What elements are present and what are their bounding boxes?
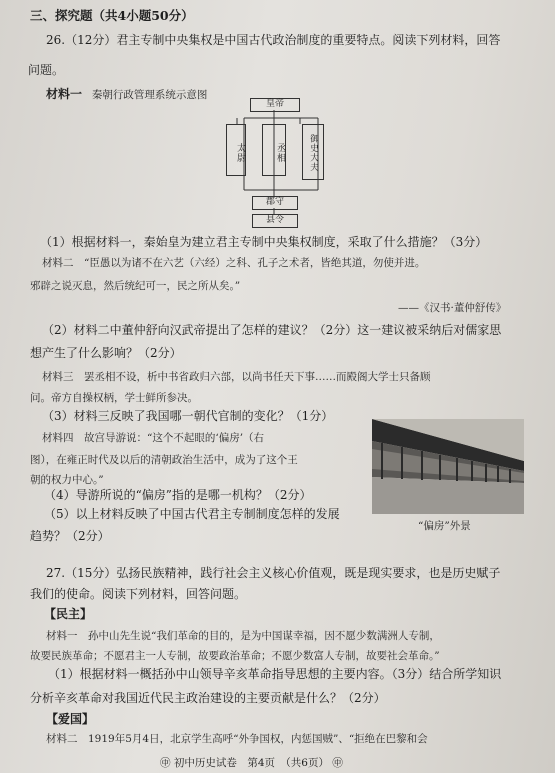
q27-prompt-line1: 27.（15分）弘扬民族精神，践行社会主义核心价值观，既是现实要求，也是历史赋子 bbox=[46, 566, 501, 580]
q26-prompt-line1: 26.（12分）君主专制中央集权是中国古代政治制度的重要特点。阅读下列材料，回答 bbox=[46, 33, 501, 47]
material2-source: ——《汉书·董仲舒传》 bbox=[398, 302, 507, 314]
diagram-yushi-label: 御史大夫 bbox=[308, 134, 319, 172]
page-footer bbox=[160, 755, 343, 771]
footer-left-mark-icon: ㊥ bbox=[160, 757, 171, 769]
q26-sub4: （4）导游所说的“偏房”指的是哪一机构？（2分） bbox=[44, 488, 312, 502]
q26-sub2-line1: （2）材料二中董仲舒向汉武帝提出了怎样的建议？（2分）这一建议被采纳后对儒家思 bbox=[42, 323, 502, 337]
q26-sub5-line2: 趋势？（2分） bbox=[30, 529, 110, 543]
q27-sub1-line2: 分析辛亥革命对我国近代民主政治建设的主要贡献是什么？（2分） bbox=[30, 691, 386, 705]
q26-sub3: （3）材料三反映了我国哪一朝代官制的变化？（1分） bbox=[42, 409, 334, 423]
diagram-xianling-box: 县令 bbox=[252, 214, 298, 228]
photo-caption: “偏房”外景 bbox=[418, 520, 471, 532]
material1-label: 材料一 bbox=[46, 87, 83, 101]
diagram-taiwei-box: 太尉 bbox=[226, 124, 246, 176]
q26-prompt-line2: 问题。 bbox=[28, 63, 65, 77]
diagram-yushi-box bbox=[302, 124, 324, 180]
side-hall-photo bbox=[372, 419, 524, 514]
section-note: （共4小题50分） bbox=[92, 8, 194, 23]
diagram-chengxiang-box: 丞相 bbox=[262, 124, 286, 176]
material3-line1: 材料三 罢丞相不设，析中书省政归六部，以尚书任天下事……而殿阁大学士只备顾 bbox=[42, 371, 431, 383]
material4-line3: 朝的权力中心。” bbox=[30, 474, 104, 486]
q26-sub2-line2: 想产生了什么影响？（2分） bbox=[30, 346, 182, 360]
section-patriotism: 【爱国】 bbox=[46, 712, 95, 726]
q27-sub1-line1: （1）根据材料一概括孙中山领导辛亥革命指导思想的主要内容。（3分）结合所学知识 bbox=[48, 667, 502, 681]
material4-line1: 材料四 故宫导游说：“这个不起眼的‘偏房’（右 bbox=[42, 432, 265, 444]
material1-caption: 秦朝行政管理系统示意图 bbox=[91, 89, 208, 101]
q27-material2-line1: 材料二 1919年5月4日，北京学生高呼“外争国权，内惩国贼”、“拒绝在巴黎和会 bbox=[46, 733, 428, 745]
section-democracy: 【民主】 bbox=[44, 607, 93, 621]
material3-line2: 问。帝方自操权柄，学士鲜所参决。 bbox=[30, 392, 198, 404]
diagram-junshou-box: 郡守 bbox=[252, 196, 298, 210]
q26-sub5-line1: （5）以上材料反映了中国古代君主专制制度怎样的发展 bbox=[44, 507, 340, 521]
footer-text: 初中历史试卷 第4页 （共6页） bbox=[173, 757, 329, 769]
material2-line1: 材料二 “臣愚以为诸不在六艺（六经）之科、孔子之术者，皆绝其道，勿使并进。 bbox=[42, 257, 426, 269]
material2-line2: 邪辟之说灭息，然后统纪可一，民之所从矣。” bbox=[30, 280, 241, 292]
material4-line2: 图），在雍正时代及以后的清朝政治生活中，成为了这个王 bbox=[30, 454, 298, 466]
q27-prompt-line2: 我们的使命。阅读下列材料，回答问题。 bbox=[30, 587, 247, 601]
side-hall-photo-art bbox=[372, 419, 524, 514]
q26-sub1: （1）根据材料一，秦始皇为建立君主专制中央集权制度，采取了什么措施？（3分） bbox=[40, 235, 488, 249]
footer-right-mark-icon: ㊥ bbox=[332, 757, 343, 769]
section-title: 三、探究题 bbox=[30, 8, 93, 23]
diagram-emperor-box: 皇帝 bbox=[250, 98, 300, 112]
q27-material1-line2: 故要民族革命；不愿君主一人专制，故要政治革命；不愿少数富人专制，故要社会革命。” bbox=[30, 650, 440, 662]
q27-material1-line1: 材料一 孙中山先生说“我们革命的目的，是为中国谋幸福，因不愿少数满洲人专制， bbox=[46, 630, 440, 642]
